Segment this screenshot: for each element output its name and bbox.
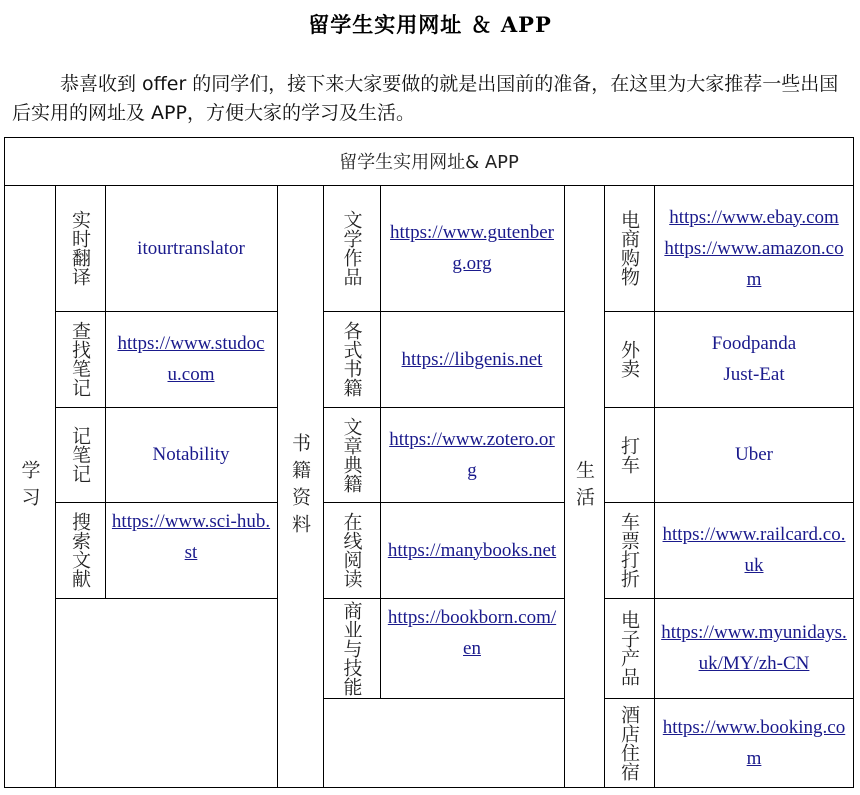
link-bookborn[interactable]: https://bookborn.com/en — [387, 607, 557, 659]
row-divider — [323, 698, 564, 699]
link-railcard[interactable]: https://www.railcard.co.uk — [662, 524, 846, 576]
category-books: 书籍资料 — [289, 432, 311, 541]
label-literature: 文学作品 — [340, 210, 363, 286]
value-uber: Uber — [735, 444, 773, 465]
label-realtime-translate: 实时翻译 — [69, 210, 91, 286]
table-header: 留学生实用网址& APP — [339, 152, 519, 173]
value-just-eat: Just-Eat — [723, 364, 785, 385]
label-takeout: 外卖 — [618, 340, 640, 378]
link-studocu[interactable]: https://www.studocu.com — [117, 333, 265, 385]
values-takeout — [654, 311, 854, 407]
link-ebay[interactable]: https://www.ebay.com — [669, 206, 839, 228]
label-various-books: 各式书籍 — [340, 321, 363, 397]
category-life: 生活 — [573, 459, 595, 514]
value-notability: Notability — [152, 444, 230, 465]
row-divider — [55, 598, 277, 599]
value-foodpanda: Foodpanda — [711, 333, 797, 354]
links-ecommerce — [654, 185, 854, 311]
page-title: 留学生实用网址 ＆ APP — [308, 12, 552, 37]
label-articles-classics: 文章典籍 — [340, 416, 363, 493]
link-libgenis[interactable]: https://libgenis.net — [401, 348, 543, 370]
value-realtime-translate: itourtranslator — [137, 237, 245, 259]
category-study: 学习 — [18, 459, 41, 514]
label-taxi: 打车 — [618, 435, 640, 474]
label-find-notes: 查找笔记 — [69, 321, 91, 397]
label-take-notes: 记笔记 — [69, 426, 91, 483]
label-ecommerce: 电商购物 — [618, 210, 640, 286]
label-ticket-discount: 车票打折 — [618, 512, 640, 588]
label-search-literature: 搜索文献 — [69, 512, 91, 588]
label-online-reading: 在线阅读 — [340, 512, 363, 588]
link-myunidays[interactable]: https://www.myunidays.uk/MY/zh-CN — [661, 622, 847, 674]
link-manybooks[interactable]: https://manybooks.net — [387, 539, 557, 561]
label-electronics: 电子产品 — [618, 610, 640, 686]
link-gutenberg[interactable]: https://www.gutenberg.org — [390, 222, 554, 274]
link-zotero[interactable]: https://www.zotero.org — [389, 428, 555, 481]
link-scihub[interactable]: https://www.sci-hub.st — [111, 511, 271, 563]
label-hotel: 酒店住宿 — [618, 705, 640, 781]
link-amazon[interactable]: https://www.amazon.com — [664, 237, 844, 290]
intro-paragraph: 恭喜收到 offer 的同学们，接下来大家要做的就是出国前的准备，在这里为大家推荐一些出国后实用的网址及 APP，方便大家的学习及生活。 — [12, 73, 839, 124]
label-business-skills: 商业与技能 — [340, 600, 363, 696]
link-booking[interactable]: https://www.booking.com — [662, 717, 846, 769]
